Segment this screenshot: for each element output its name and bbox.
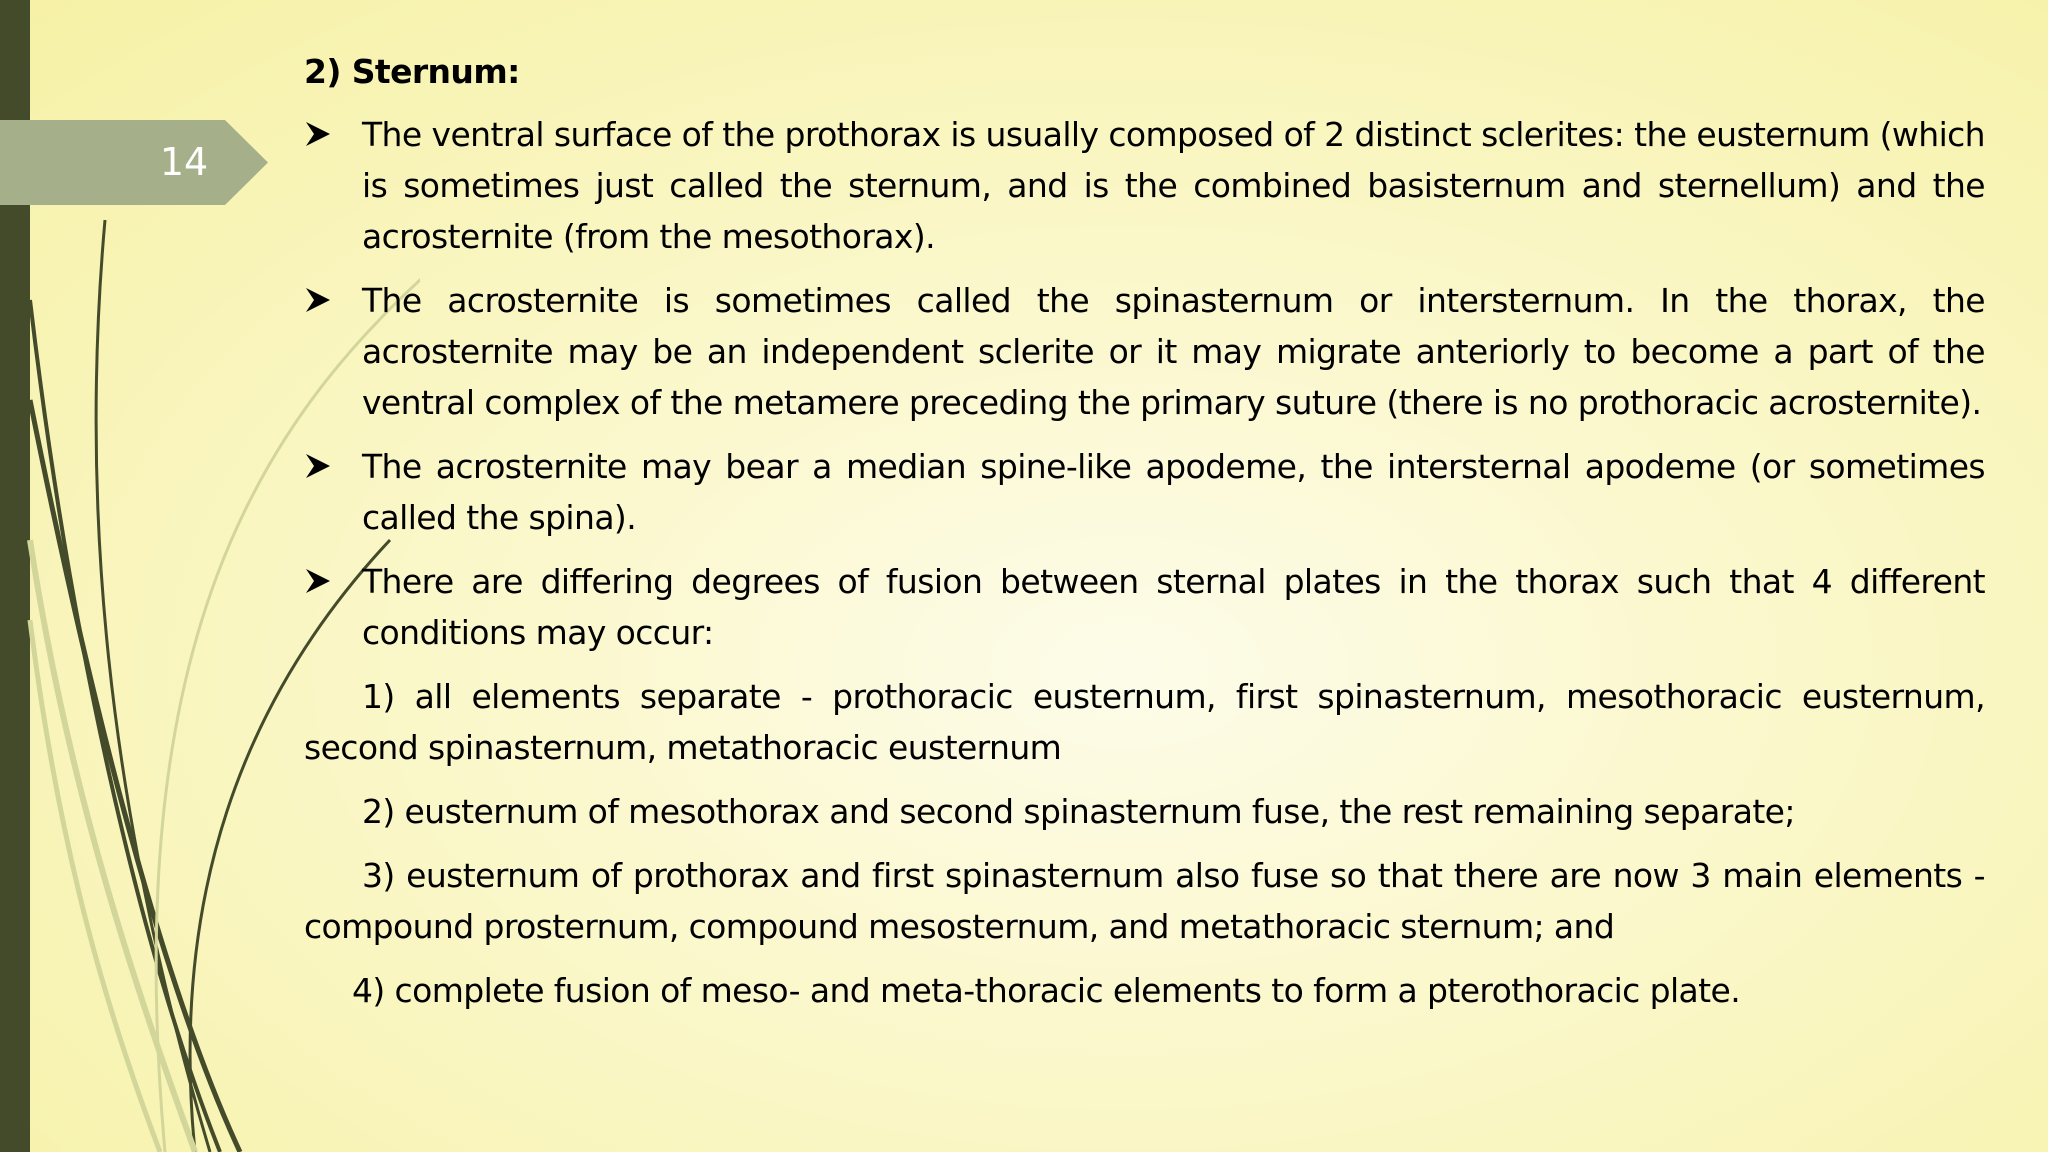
arrowhead-bullet-icon <box>304 452 332 480</box>
arrowhead-bullet-icon <box>304 286 332 314</box>
slide-number: 14 <box>159 140 209 184</box>
bullet-text: The acrosternite may bear a median spine-like apodeme, the intersternal apodeme (or sometimes called the spina). <box>362 447 1985 537</box>
slide-content <box>304 38 1985 1016</box>
bullet-item <box>304 109 1985 262</box>
condition-item: 2) eusternum of mesothorax and second spinasternum fuse, the rest remaining separate; <box>362 792 1795 831</box>
condition-item: 4) complete fusion of meso- and meta-thoracic elements to form a pterothoracic plate. <box>352 971 1741 1010</box>
bullet-text: The acrosternite is sometimes called the spinasternum or intersternum. In the thorax, the acrosternite may be an independent sclerite or it may migrate anteriorly to become a part of the ventral complex of the metamere preceding the primary suture (there is no prothoracic acrosternite). <box>362 281 1985 422</box>
arrowhead-bullet-icon <box>304 120 332 148</box>
condition-item: 3) eusternum of prothorax and first spinasternum also fuse so that there are now 3 main elements - compound prosternum, compound mesosternum, and metathoracic sternum; and <box>304 856 1985 946</box>
section-heading: 2) Sternum: <box>304 52 520 91</box>
bullet-item <box>304 275 1985 428</box>
arrowhead-bullet-icon <box>304 567 332 595</box>
condition-item: 1) all elements separate - prothoracic eusternum, first spinasternum, mesothoracic eusternum, second spinasternum, metathoracic eusternum <box>304 677 1985 767</box>
bullet-item <box>304 441 1985 543</box>
bullet-item <box>304 556 1985 658</box>
bullet-text: The ventral surface of the prothorax is usually composed of 2 distinct sclerites: the eusternum (which is sometimes just called the sternum, and is the combined basisternum and sternellum) and the acrosternite (from the mesothorax). <box>362 115 1985 256</box>
bullet-text: There are differing degrees of fusion between sternal plates in the thorax such that 4 different conditions may occur: <box>362 562 1985 652</box>
slide-number-tab <box>0 120 268 205</box>
